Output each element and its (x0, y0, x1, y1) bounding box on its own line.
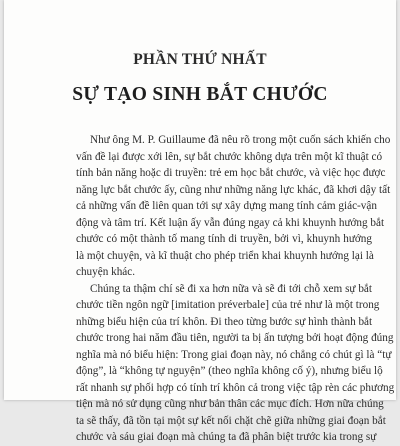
text-line: động và tâm trí. Kết luận ấy vẫn đúng ngay cả khi khuynh hướng bắt (76, 216, 385, 229)
text-line: ta sẽ thấy, đã tồn tại một sự kết nối chặt chẽ giữa những giai đoạn bắt (76, 414, 386, 427)
text-line: cả những vấn đề liên quan tới sự xây dựng mang tính cảm giác-vận (76, 200, 377, 212)
text-line: chước và sáu giai đoạn mà chúng ta đã phân biệt trước kia trong sự (76, 431, 377, 443)
text-line: năng lực bắt chước ấy, cũng như những năng lực khác, đã khơi dậy tất (76, 183, 391, 196)
text-line: những biểu hiện của trí khôn. Đi theo từng bước sự hình thành bắt (76, 315, 373, 328)
text-line: Chúng ta thậm chí sẽ đi xa hơn nữa và sẽ đi tới chỗ xem sự bắt (90, 282, 372, 295)
paragraph-1 (76, 132, 391, 281)
text-line: tiện mà nó sử dụng cũng như bản thân các mục đích. Hơn nữa chúng (76, 398, 384, 410)
chapter-title: SỰ TẠO SINH BẮT CHƯỚC (72, 84, 328, 105)
text-line: chước trong hai năm đầu tiên, người ta bị ấn tượng bởi hoạt động đúng (76, 332, 394, 344)
body-text (76, 132, 395, 446)
text-line: động”, là “không tự nguyện” (theo nghĩa không cố ý), nhưng biểu lộ (76, 365, 383, 377)
book-page (4, 0, 396, 443)
part-title: PHẦN THỨ NHẤT (133, 51, 267, 68)
text-line: Như ông M. P. Guillaume đã nêu rõ trong một cuốn sách khiến cho (90, 134, 391, 146)
text-line: chuyện khác. (76, 266, 136, 278)
text-line: nghĩa mà nó biểu hiện: Trong giai đoạn này, nó chẳng có chút gì là “tự (76, 348, 392, 361)
text-line: tính bản năng hoặc di truyền: trẻ em học bắt chước, và việc học được (76, 167, 386, 179)
text-line: rất nhanh sự phối hợp có tính trí khôn cả trong việc tập rèn các phương (76, 381, 395, 394)
text-line: vấn đề lại được xới lên, sự bắt chước không dựa trên một kĩ thuật có (76, 150, 383, 163)
text-line: chước tiền ngôn ngữ [imitation préverbale] của trẻ như là một trong (76, 299, 380, 311)
text-line: là một chuyện, và kĩ thuật cho phép triển khai khuynh hướng lại là (76, 249, 374, 262)
text-line: chước có một thành tố mang tính di truyền, bởi vì, khuynh hướng (76, 233, 372, 245)
paragraph-2 (76, 281, 395, 446)
